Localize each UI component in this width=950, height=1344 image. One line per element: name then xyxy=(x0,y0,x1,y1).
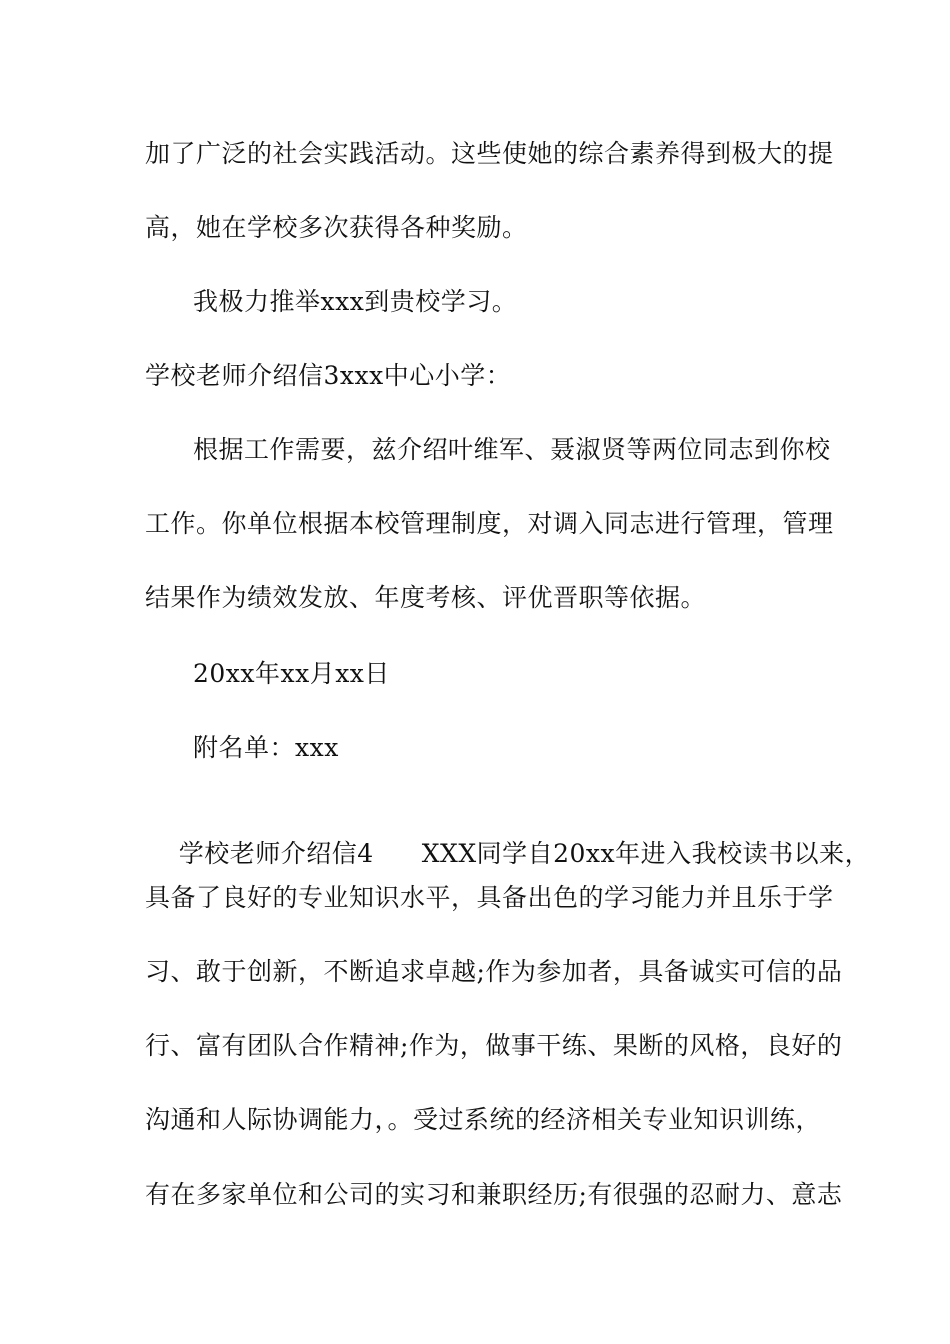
paragraph-line: 具备了良好的专业知识水平，具备出色的学习能力并且乐于学 xyxy=(145,883,834,912)
paragraph-line: 加了广泛的社会实践活动。这些使她的综合素养得到极大的提 xyxy=(145,139,834,168)
paragraph-line: 有在多家单位和公司的实习和兼职经历;有很强的忍耐力、意志 xyxy=(145,1180,843,1209)
paragraph-line: 习、敢于创新，不断追求卓越;作为参加者，具备诚实可信的品 xyxy=(145,957,843,986)
date-line: 20xx年xx月xx日 xyxy=(193,659,390,688)
section-heading-letter-3: 学校老师介绍信3xxx中心小学： xyxy=(145,361,512,390)
paragraph-line: 根据工作需要，兹介绍叶维军、聂淑贤等两位同志到你校 xyxy=(193,435,831,464)
paragraph-line: 行、富有团队合作精神;作为，做事干练、果断的风格，良好的 xyxy=(145,1031,843,1060)
attachment-line: 附名单：xxx xyxy=(193,733,339,762)
letter-4-heading: 学校老师介绍信4 xyxy=(178,839,374,868)
paragraph-line: 结果作为绩效发放、年度考核、评优晋职等依据。 xyxy=(145,583,707,612)
letter-4-opening: XXX同学自20xx年进入我校读书以来， xyxy=(421,839,871,868)
paragraph-line: 沟通和人际协调能力，。受过系统的经济相关专业知识训练， xyxy=(145,1105,822,1134)
paragraph-line: 高，她在学校多次获得各种奖励。 xyxy=(145,213,528,242)
paragraph-line: 我极力推举xxx到贵校学习。 xyxy=(193,287,518,316)
paragraph-line: 工作。你单位根据本校管理制度，对调入同志进行管理，管理 xyxy=(145,509,834,538)
